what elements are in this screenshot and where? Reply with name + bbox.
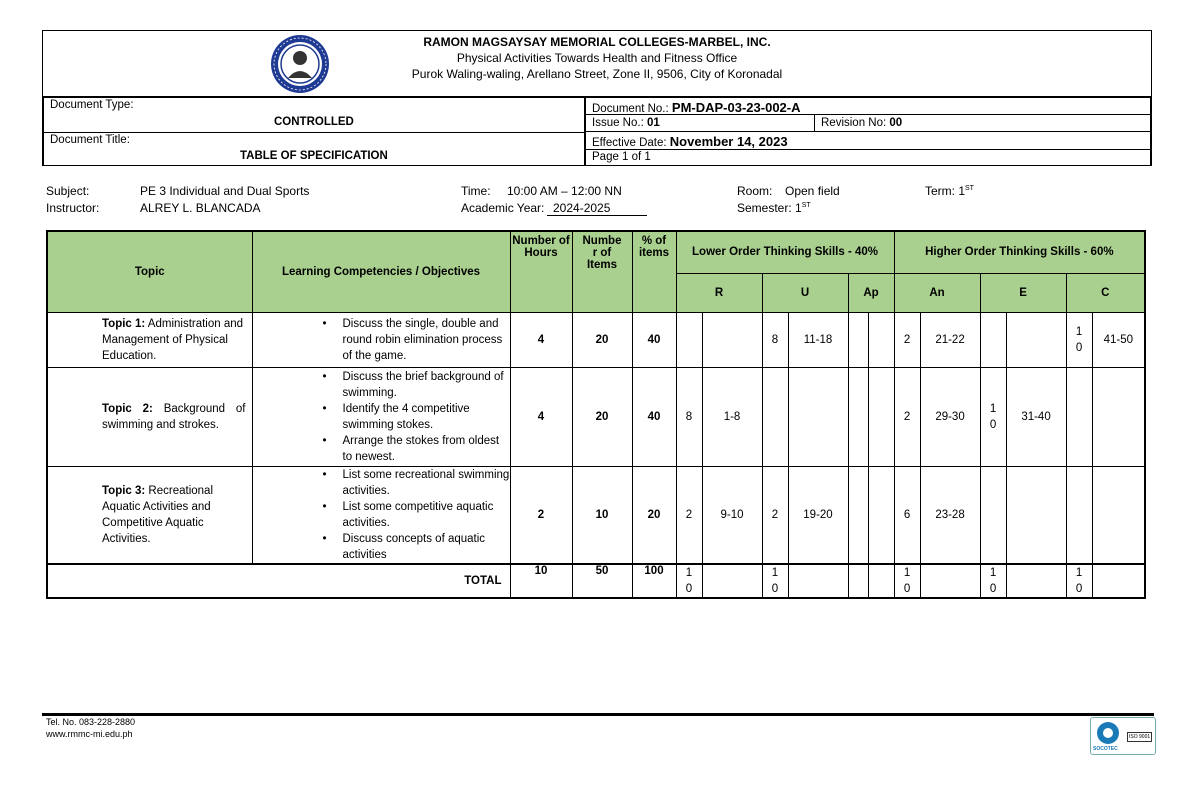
cert-iso: ISO 9001 [1129,734,1151,740]
doc-type-label: Document Type: [50,99,134,111]
table-of-specification [46,230,1146,599]
page-cell [585,149,1151,166]
doc-type-value: CONTROLLED [274,116,354,128]
total-row: TOTAL 10 50 100 1 0 1 0 1 0 1 0 1 0 [47,564,1145,598]
competencies-cell: • Discuss the brief background of swimming. • Identify the 4 competitive swimming stokes. • Arrange the stokes from oldest to newest. [252,367,510,466]
topic-cell: Topic 2: Background of swimming and strokes. [47,367,252,466]
percent-cell: 40 [632,312,676,367]
col-lower-order: Lower Order Thinking Skills - 40% [676,231,894,273]
doc-title-label: Document Title: [50,134,130,146]
col-analyze: An [894,273,980,312]
hours-cell: 4 [510,312,572,367]
items-cell: 20 [572,312,632,367]
col-understand: U [762,273,848,312]
revision-no-cell [814,114,1151,132]
header-row-1 [47,231,1145,273]
competencies-cell: • Discuss the single, double and round robin elimination process of the game. [252,312,510,367]
cert-name: SOCOTEC [1093,746,1118,752]
instructor-value: ALREY L. BLANCADA [140,201,261,215]
doc-title-cell [43,132,585,166]
col-evaluate: E [980,273,1066,312]
col-apply: Ap [848,273,894,312]
effective-date-value: November 14, 2023 [669,134,788,149]
semester-label: Semester: 1ST [737,201,811,215]
doc-type-cell [43,97,585,133]
footer-rule [42,713,1154,716]
col-hours: Number of Hours [510,231,572,312]
col-create: C [1066,273,1145,312]
socotec-logo-icon [1096,721,1120,745]
document-header [42,30,1152,166]
doc-title-value: TABLE OF SPECIFICATION [240,150,388,162]
office-name: Physical Activities Towards Health and Fitness Office [456,51,738,65]
term-label: Term: 1ST [925,184,974,198]
table-row: Topic 2: Background of swimming and strokes. • Discuss the brief background of swimming. • Identify the 4 competitive swimming stokes. • Arrange the stokes from oldest to newest. 4 20 40 8 1-8 2 29-30 1 0 31-40 [47,367,1145,466]
doc-no-label: Document No.: [592,103,669,115]
col-percent: % of items [632,231,676,312]
time-label: Time: [461,184,491,198]
school-address: Purok Waling-waling, Arellano Street, Zone II, 9506, City of Koronadal [411,67,783,81]
room-value: Open field [785,184,840,198]
school-name: RAMON MAGSAYSAY MEMORIAL COLLEGES-MARBEL, INC. [423,35,771,49]
col-items: Numbe r of Items [572,231,632,312]
certification-badge [1090,717,1156,755]
footer-website[interactable]: www.rmmc-mi.edu.ph [46,729,133,739]
revision-no-label: Revision No: [821,117,887,129]
issue-no-value: 01 [646,117,660,129]
instructor-label: Instructor: [46,201,100,215]
academic-year-value: 2024-2025 [547,201,647,216]
col-competencies: Learning Competencies / Objectives [252,231,510,312]
effective-date-cell [585,131,1151,150]
revision-no-value: 00 [889,117,903,129]
header-banner [43,31,1151,97]
col-topic: Topic [47,231,252,312]
competencies-cell: • List some recreational swimming activities. • List some competitive aquatic activities. • Discuss concepts of aquatic activities [252,466,510,564]
total-label: TOTAL [47,564,510,598]
subject-label: Subject: [46,184,90,198]
issue-no-label: Issue No.: [592,117,644,129]
issue-no-cell [585,114,815,132]
table-row: Topic 1: Administration and Management of Physical Education. • Discuss the single, double and round robin elimination process of the game. 4 20 40 8 11-18 2 21-22 1 0 41-50 [47,312,1145,367]
subject-value: PE 3 Individual and Dual Sports [140,184,310,198]
table-row: Topic 3: Recreational Aquatic Activities and Competitive Aquatic Activities. • List some recreational swimming activities. • List some competitive aquatic activities. • Discuss concepts of aquatic activities 2 10 20 2 9-10 2 19-20 6 23-28 [47,466,1145,564]
doc-no-cell [585,97,1151,115]
effective-date-label: Effective Date: [592,137,667,149]
topic-cell: Topic 3: Recreational Aquatic Activities and Competitive Aquatic Activities. [47,466,252,564]
time-value: 10:00 AM – 12:00 NN [507,184,622,198]
page-number: Page 1 of 1 [592,151,651,163]
col-remember: R [676,273,762,312]
col-higher-order: Higher Order Thinking Skills - 60% [894,231,1145,273]
footer-tel: Tel. No. 083-228-2880 [46,717,136,727]
topic-cell: Topic 1: Administration and Management of Physical Education. [47,312,252,367]
doc-no-value: PM-DAP-03-23-002-A [671,100,801,115]
room-label: Room: [737,184,773,198]
academic-year-label: Academic Year: [461,201,545,215]
